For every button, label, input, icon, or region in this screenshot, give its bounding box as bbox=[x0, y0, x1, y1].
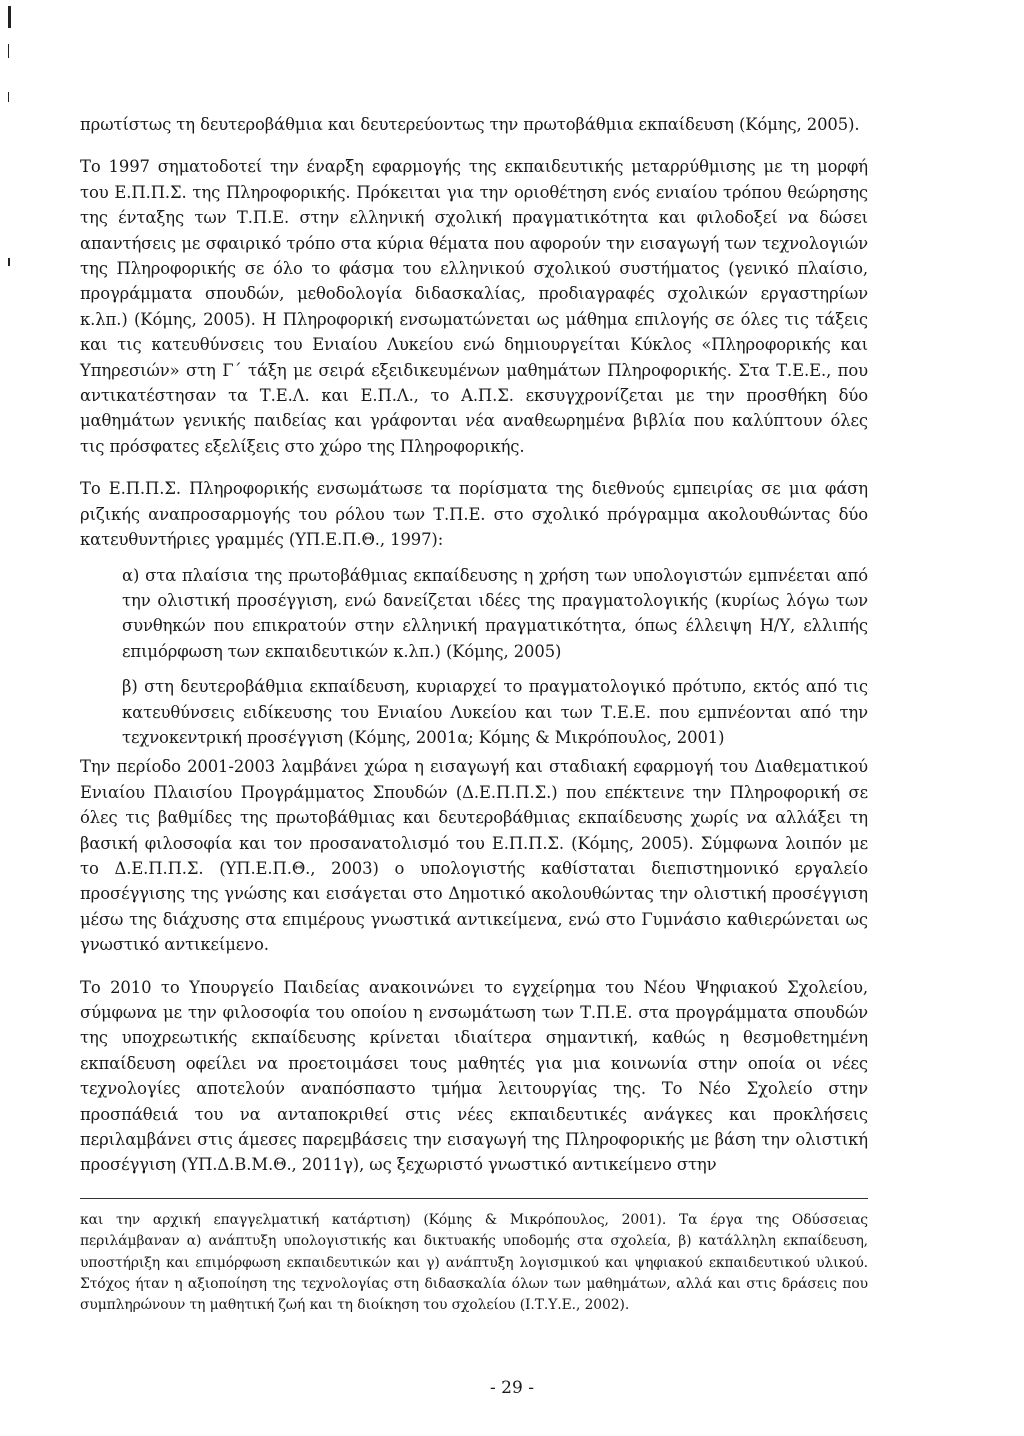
list-item: α) στα πλαίσια της πρωτοβάθμιας εκπαίδευσης η χρήση των υπολογιστών εμπνέεται από την ολιστική προσέγγιση, ενώ δανείζεται ιδέες της πραγματολογικής (κυρίως λόγω των συνθηκών που επικρατούν στην ελληνική πραγματικότητα, όπως έλλειψη Η/Υ, ελλιπής επιμόρφωση των εκπαιδευτικών κ.λπ.) (Κόμης, 2005) bbox=[122, 565, 868, 661]
paragraph: Το 2010 το Υπουργείο Παιδείας ανακοινώνει το εγχείρημα του Νέου Ψηφιακού Σχολείου, σύμφωνα με την φιλοσοφία του οποίου η ενσωμάτωση των Τ.Π.Ε. στα προγράμματα σπουδών της υποχρεωτικής εκπαίδευσης κρίνεται ιδιαίτερα σημαντική, καθώς η θεσμοθετημένη εκπαίδευση οφείλει να προετοιμάσει τους μαθητές για μια κοινωνία στην οποία οι νέες τεχνολογίες αποτελούν αναπόσπαστο τμήμα λειτουργίας της. Το Νέο Σχολείο στην προσπάθειά του να ανταποκριθεί στις νέες εκπαιδευτικές ανάγκες και προκλήσεις περιλαμβάνει στις άμεσες παρεμβάσεις την εισαγωγή της Πληροφορικής με βάση την ολιστική προσέγγιση (ΥΠ.Δ.Β.Μ.Θ., 2011γ), ως ξεχωριστό γνωστικό αντικείμενο στην bbox=[80, 977, 868, 1175]
scan-edge-mark bbox=[8, 44, 9, 58]
scan-edge-mark bbox=[8, 258, 10, 266]
paragraph: Το Ε.Π.Π.Σ. Πληροφορικής ενσωμάτωσε τα πορίσματα της διεθνούς εμπειρίας σε μια φάση ριζικής αναπροσαρμογής του ρόλου των Τ.Π.Ε. στο σχολικό πρόγραμμα ακολουθώντας δύο κατευθυντήριες γραμμές (ΥΠ.Ε.Π.Θ., 1997): bbox=[80, 479, 868, 550]
paragraph: Το 1997 σηματοδοτεί την έναρξη εφαρμογής της εκπαιδευτικής μεταρρύθμισης με τη μορφή του Ε.Π.Π.Σ. της Πληροφορικής. Πρόκειται για την οριοθέτηση ενός ενιαίου τρόπου θεώρησης της ένταξης των Τ.Π.Ε. στην ελληνική σχολική πραγματικότητα και φιλοδοξεί να δώσει απαντήσεις με σφαιρικό τρόπο στα κύρια θέματα που αφορούν την εισαγωγή των τεχνολογιών της Πληροφορικής σε όλο το φάσμα του ελληνικού σχολικού συστήματος (γενικό πλαίσιο, προγράμματα σπουδών, μεθοδολογία διδασκαλίας, προδιαγραφές σχολικών εργαστηρίων κ.λπ.) (Κόμης, 2005). Η Πληροφορική ενσωματώνεται ως μάθημα επιλογής σε όλες τις τάξεις και τις κατευθύνσεις του Ενιαίου Λυκείου ενώ δημιουργείται Κύκλος «Πληροφορικής και Υπηρεσιών» στη Γ΄ τάξη με σειρά εξειδικευμένων μαθημάτων Πληροφορικής. Στα Τ.Ε.Ε., που αντικατέστησαν τα Τ.Ε.Λ. και Ε.Π.Λ., το Α.Π.Σ. εκσυγχρονίζεται με την προσθήκη δύο μαθημάτων γενικής παιδείας και γράφονται νέα αναθεωρημένα βιβλία που καλύπτουν όλες τις πρόσφατες εξελίξεις στο χώρο της Πληροφορικής. bbox=[80, 157, 868, 456]
footnote: και την αρχική επαγγελματική κατάρτιση) (Κόμης & Μικρόπουλος, 2001). Τα έργα της Οδύσσειας περιλάμβαναν α) ανάπτυξη υπολογιστικής και δικτυακής υποδομής στα σχολεία, β) κατάλληλη εκπαίδευση, υποστήριξη και επιμόρφωση εκπαιδευτικών και γ) ανάπτυξη λογισμικού και ψηφιακού εκπαιδευτικού υλικού. Στόχος ήταν η αξιοποίηση της τεχνολογίας στη διδασκαλία όλων των μαθημάτων, αλλά και στις δράσεις που συμπληρώνουν τη μαθητική ζωή και τη διοίκηση του σχολείου (Ι.Τ.Υ.Ε., 2002). bbox=[80, 1212, 868, 1314]
list-item: β) στη δευτεροβάθμια εκπαίδευση, κυριαρχεί το πραγματολογικό πρότυπο, εκτός από τις κατευθύνσεις ειδίκευσης του Ενιαίου Λυκείου και των Τ.Ε.Ε. που εμπνέονται από την τεχνοκεντρική προσέγγιση (Κόμης, 2001α; Κόμης & Μικρόπουλος, 2001) bbox=[122, 677, 868, 747]
paragraph: πρωτίστως τη δευτεροβάθμια και δευτερεύοντως την πρωτοβάθμια εκπαίδευση (Κόμης, 2005). bbox=[80, 115, 860, 134]
footnote-divider bbox=[80, 1198, 868, 1199]
paragraph: Την περίοδο 2001-2003 λαμβάνει χώρα η εισαγωγή και σταδιακή εφαρμογή του Διαθεματικού Ενιαίου Πλαισίου Προγράμματος Σπουδών (Δ.Ε.Π.Π.Σ.) που επέκτεινε την Πληροφορική σε όλες τις βαθμίδες της πρωτοβάθμιας και δευτεροβάθμιας εκπαίδευσης χωρίς να αλλάξει τη βασική φιλοσοφία και τον προσανατολισμό του Ε.Π.Π.Σ. (Κόμης, 2005). Σύμφωνα λοιπόν με το Δ.Ε.Π.Π.Σ. (ΥΠ.Ε.Π.Θ., 2003) ο υπολογιστής καθίσταται διεπιστημονικό εργαλείο προσέγγισης της γνώσης και εισάγεται στο Δημοτικό ακολουθώντας την ολιστική προσέγγιση μέσω της διάχυσης στα επιμέρους γνωστικά αντικείμενα, ενώ στο Γυμνάσιο καθιερώνεται ως γνωστικό αντικείμενο. bbox=[80, 757, 868, 955]
scan-edge-mark bbox=[8, 6, 11, 28]
page-number: - 29 - bbox=[490, 1378, 534, 1398]
scan-edge-mark bbox=[8, 92, 9, 102]
document-body bbox=[80, 112, 868, 1178]
